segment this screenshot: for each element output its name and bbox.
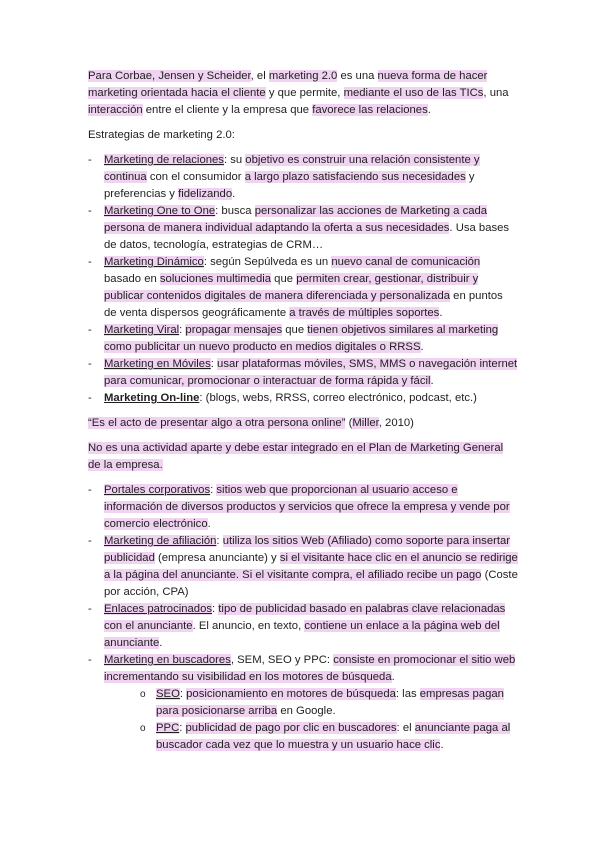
bullet-marker: -: [88, 154, 92, 166]
highlighted-text: “Es el acto de presentar algo a otra persona online”: [88, 417, 346, 429]
highlighted-text: anunciante paga al buscador cada vez que lo muestra y un usuario hace clic: [156, 722, 511, 751]
text-run: que: [271, 273, 297, 285]
bullet-marker: -: [88, 484, 92, 496]
list-item: [140, 686, 518, 720]
list-item-title: Marketing en Móviles: [104, 358, 211, 370]
highlighted-text: nueva forma de hacer marketing orientada hacia el cliente: [88, 70, 488, 99]
text-run: es una: [337, 70, 378, 82]
list-item-title: Marketing Dinámico: [104, 256, 204, 268]
text-run: (empresa anunciante) y: [154, 552, 280, 564]
list-item-title: Marketing en buscadores: [104, 654, 231, 666]
list-item-title: Marketing On-line: [104, 392, 200, 404]
text-run: .: [440, 739, 444, 751]
list-item-title: Marketing de relaciones: [104, 154, 224, 166]
list-item: [88, 652, 518, 754]
text-run: en puntos de venta dispersos geográficamente: [104, 290, 503, 319]
text-run: .: [232, 188, 236, 200]
list-item: [88, 254, 518, 322]
text-run: :: [210, 484, 217, 496]
text-run: y preferencias y: [104, 171, 475, 200]
list-item: [88, 152, 518, 203]
strategies-heading: Estrategias de marketing 2.0:: [88, 129, 235, 141]
text-run: : (blogs, webs, RRSS, correo electrónico, podcast, etc.): [199, 392, 477, 404]
highlighted-text: Para Corbae, Jensen y Scheider: [88, 70, 251, 82]
highlighted-text: empresas pagan para posicionarse arriba: [156, 688, 504, 717]
highlighted-text: si el visitante hace clic en el anuncio se redirige a la página del anunciante. Si el visitante compra, el afiliado recibe un pago: [104, 552, 518, 581]
text-run: . El anuncio, en texto,: [192, 620, 305, 632]
text-run: en Google.: [277, 705, 336, 717]
text-run: .: [430, 375, 434, 387]
text-run: (Coste por acción, CPA): [104, 569, 518, 598]
bullet-marker: -: [88, 603, 92, 615]
list-item: [88, 482, 518, 533]
text-run: . Usa bases de datos, tecnología, estrategias de CRM…: [104, 222, 510, 251]
highlighted-text: a largo plazo: [244, 171, 310, 183]
list-item: [88, 601, 518, 652]
highlighted-text: usar plataformas móviles, SMS, MMS o navegación internet para comunicar, promocionar o interactuar de forma rápida y fácil: [104, 358, 518, 387]
list-item-title: PPC: [156, 722, 180, 734]
quote-paragraph: [88, 415, 518, 432]
highlighted-text: personalizar las acciones de Marketing a cada persona de manera individual adaptando la oferta a sus necesidades: [104, 205, 488, 234]
highlighted-text: objetivo: [245, 154, 285, 166]
list-item: [88, 322, 518, 356]
list-item: [88, 533, 518, 601]
text-run: :: [216, 535, 223, 547]
highlighted-text: interacción: [88, 104, 143, 116]
intro-paragraph: [88, 68, 518, 119]
integration-paragraph: [88, 440, 518, 474]
strategies-list: [88, 152, 518, 407]
highlighted-text: marketing 2.0: [268, 70, 338, 82]
highlighted-text: consiste en promocionar el sitio web incrementando su visibilidad en los motores de búsqueda: [104, 654, 516, 683]
list-item: [88, 390, 518, 407]
text-run: : según Sepúlveda es un: [203, 256, 332, 268]
text-run: :: [179, 324, 186, 336]
highlighted-text: satisfaciendo sus necesidades: [309, 171, 466, 183]
text-run: :: [210, 358, 218, 370]
highlighted-text: No es una actividad aparte y debe estar integrado en el Plan de Marketing General de la empresa.: [88, 442, 504, 471]
highlighted-text: consistente y continua: [104, 154, 480, 183]
text-run: que: [282, 324, 308, 336]
list-item-title: Marketing de afiliación: [104, 535, 217, 547]
document-page: [88, 68, 518, 762]
highlighted-text: utiliza los sitios Web (Afiliado) como soporte para insertar publicidad: [104, 535, 511, 564]
text-run: con el consumidor: [146, 171, 245, 183]
highlighted-text: permiten crear, gestionar, distribuir y publicar contenidos digitales de manera diferenciada y personalizada: [104, 273, 479, 302]
list-item-title: SEO: [156, 688, 180, 700]
text-run: y que permite,: [265, 87, 344, 99]
list-item-title: Portales corporativos: [104, 484, 211, 496]
highlighted-text: a través de múltiples soportes: [289, 307, 440, 319]
text-run: : su: [223, 154, 246, 166]
list-item-title: Enlaces patrocinados: [104, 603, 213, 615]
highlighted-text: posicionamiento en motores de búsqueda: [186, 688, 396, 700]
highlighted-text: tienen objetivos similares al marketing como publicitar un nuevo producto en medios digitales o RRSS: [104, 324, 499, 353]
bullet-marker: o: [140, 723, 146, 734]
bullet-marker: -: [88, 392, 92, 404]
text-run: .: [427, 104, 431, 116]
text-run: :: [179, 688, 187, 700]
text-run: .: [420, 341, 424, 353]
text-run: basado en: [104, 273, 160, 285]
highlighted-text: contiene un enlace a la página web del anunciante: [104, 620, 500, 649]
highlighted-text: mediante: [343, 87, 391, 99]
highlighted-text: es construir una relación: [284, 154, 414, 166]
text-run: : las: [395, 688, 420, 700]
highlighted-text: propagar mensajes: [185, 324, 283, 336]
text-run: , 2010): [378, 417, 414, 429]
bullet-marker: -: [88, 205, 92, 217]
list-item: [88, 203, 518, 254]
highlighted-text: Miller: [352, 417, 379, 429]
text-run: entre el cliente y la empresa que: [142, 104, 313, 116]
text-run: : busca: [215, 205, 255, 217]
highlighted-text: soluciones multimedia: [159, 273, 272, 285]
bullet-marker: o: [140, 689, 146, 700]
bullet-marker: -: [88, 256, 92, 268]
text-run: .: [439, 307, 443, 319]
list-item: [140, 720, 518, 754]
online-marketing-list: [88, 482, 518, 754]
list-item-title: Marketing One to One: [104, 205, 216, 217]
text-run: , una: [483, 87, 509, 99]
text-run: :: [212, 603, 219, 615]
highlighted-text: tipo de publicidad basado en palabras clave relacionadas con el anunciante: [104, 603, 506, 632]
bullet-marker: -: [88, 654, 92, 666]
highlighted-text: favorece las relaciones: [312, 104, 428, 116]
highlighted-text: fidelizando: [178, 188, 233, 200]
highlighted-text: sitios web que proporcionan al usuario acceso e información de diversos productos y servicios que ofrece la empresa y vende por comercio electrónico: [104, 484, 510, 530]
highlighted-text: nuevo canal de comunicación: [331, 256, 481, 268]
text-run: .: [159, 637, 163, 649]
bullet-marker: -: [88, 324, 92, 336]
highlighted-text: el uso de las TICs: [390, 87, 484, 99]
sub-list: [104, 686, 518, 754]
text-run: .: [207, 518, 211, 530]
text-run: , SEM, SEO y PPC:: [230, 654, 334, 666]
text-run: .: [391, 671, 395, 683]
bullet-marker: -: [88, 535, 92, 547]
list-item-title: Marketing Viral: [104, 324, 180, 336]
text-run: , el: [250, 70, 269, 82]
text-run: (: [345, 417, 353, 429]
text-run: : el: [396, 722, 415, 734]
list-item: [88, 356, 518, 390]
highlighted-text: publicidad de pago por clic en buscadores: [185, 722, 397, 734]
text-run: :: [179, 722, 186, 734]
bullet-marker: -: [88, 358, 92, 370]
